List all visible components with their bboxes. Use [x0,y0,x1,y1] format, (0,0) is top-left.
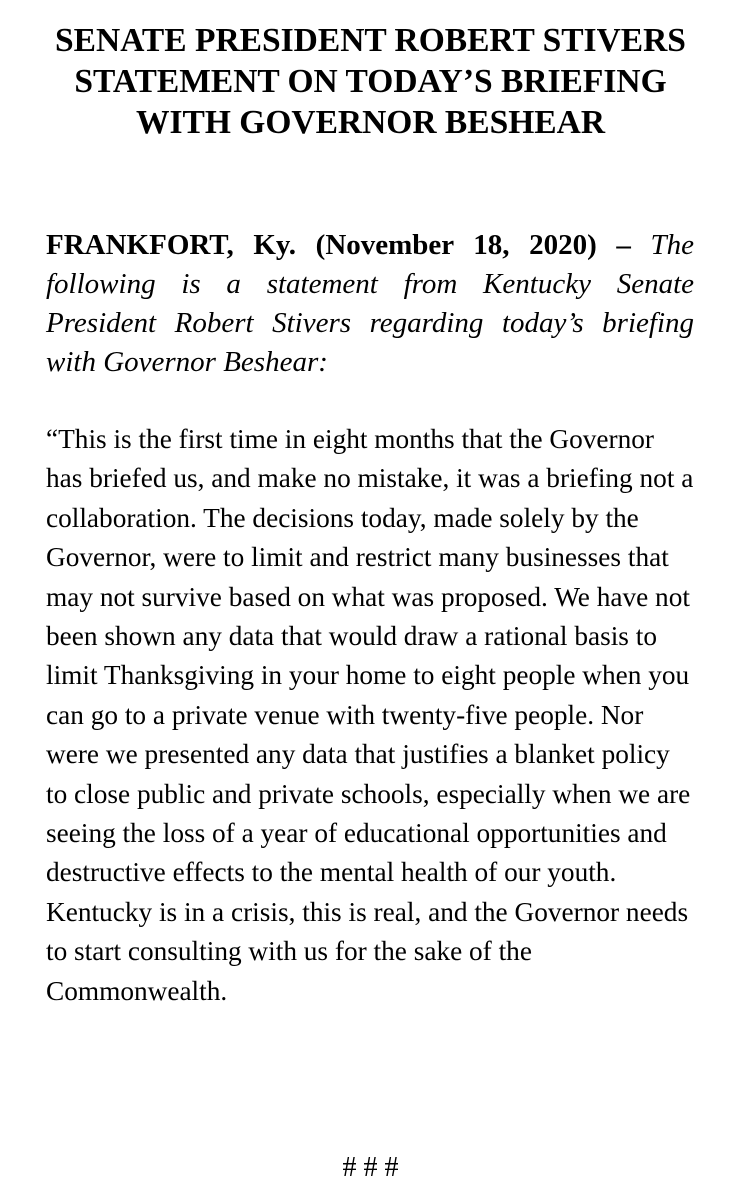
press-release-title: SENATE PRESIDENT ROBERT STIVERS STATEMENT ON TODAY’S BRIEFING WITH GOVERNOR BESHEAR [55,22,686,141]
lede-text: The following is a statement from Kentucky Senate President Robert Stivers regarding today’s briefing with Governor Beshear: [46,229,694,378]
lede-paragraph [46,226,694,382]
dateline: FRANKFORT, Ky. (November 18, 2020) – [46,229,651,261]
end-mark: # # # [342,1152,399,1183]
statement-quote: “This is the first time in eight months that the Governor has briefed us, and make no mistake, it was a briefing not a collaboration. The decisions today, made solely by the Governor, were to limit and restrict many businesses that may not survive based on what was proposed. We have not been shown any data that would draw a rational basis to limit Thanksgiving in your home to eight people when you can go to a private venue with twenty-five people. Nor were we presented any data that justifies a blanket policy to close public and private schools, especially when we are seeing the loss of a year of educational opportunities and destructive effects to the mental health of our youth. Kentucky is in a crisis, this is real, and the Governor needs to start consulting with us for the sake of the Commonwealth. [46,424,694,1006]
